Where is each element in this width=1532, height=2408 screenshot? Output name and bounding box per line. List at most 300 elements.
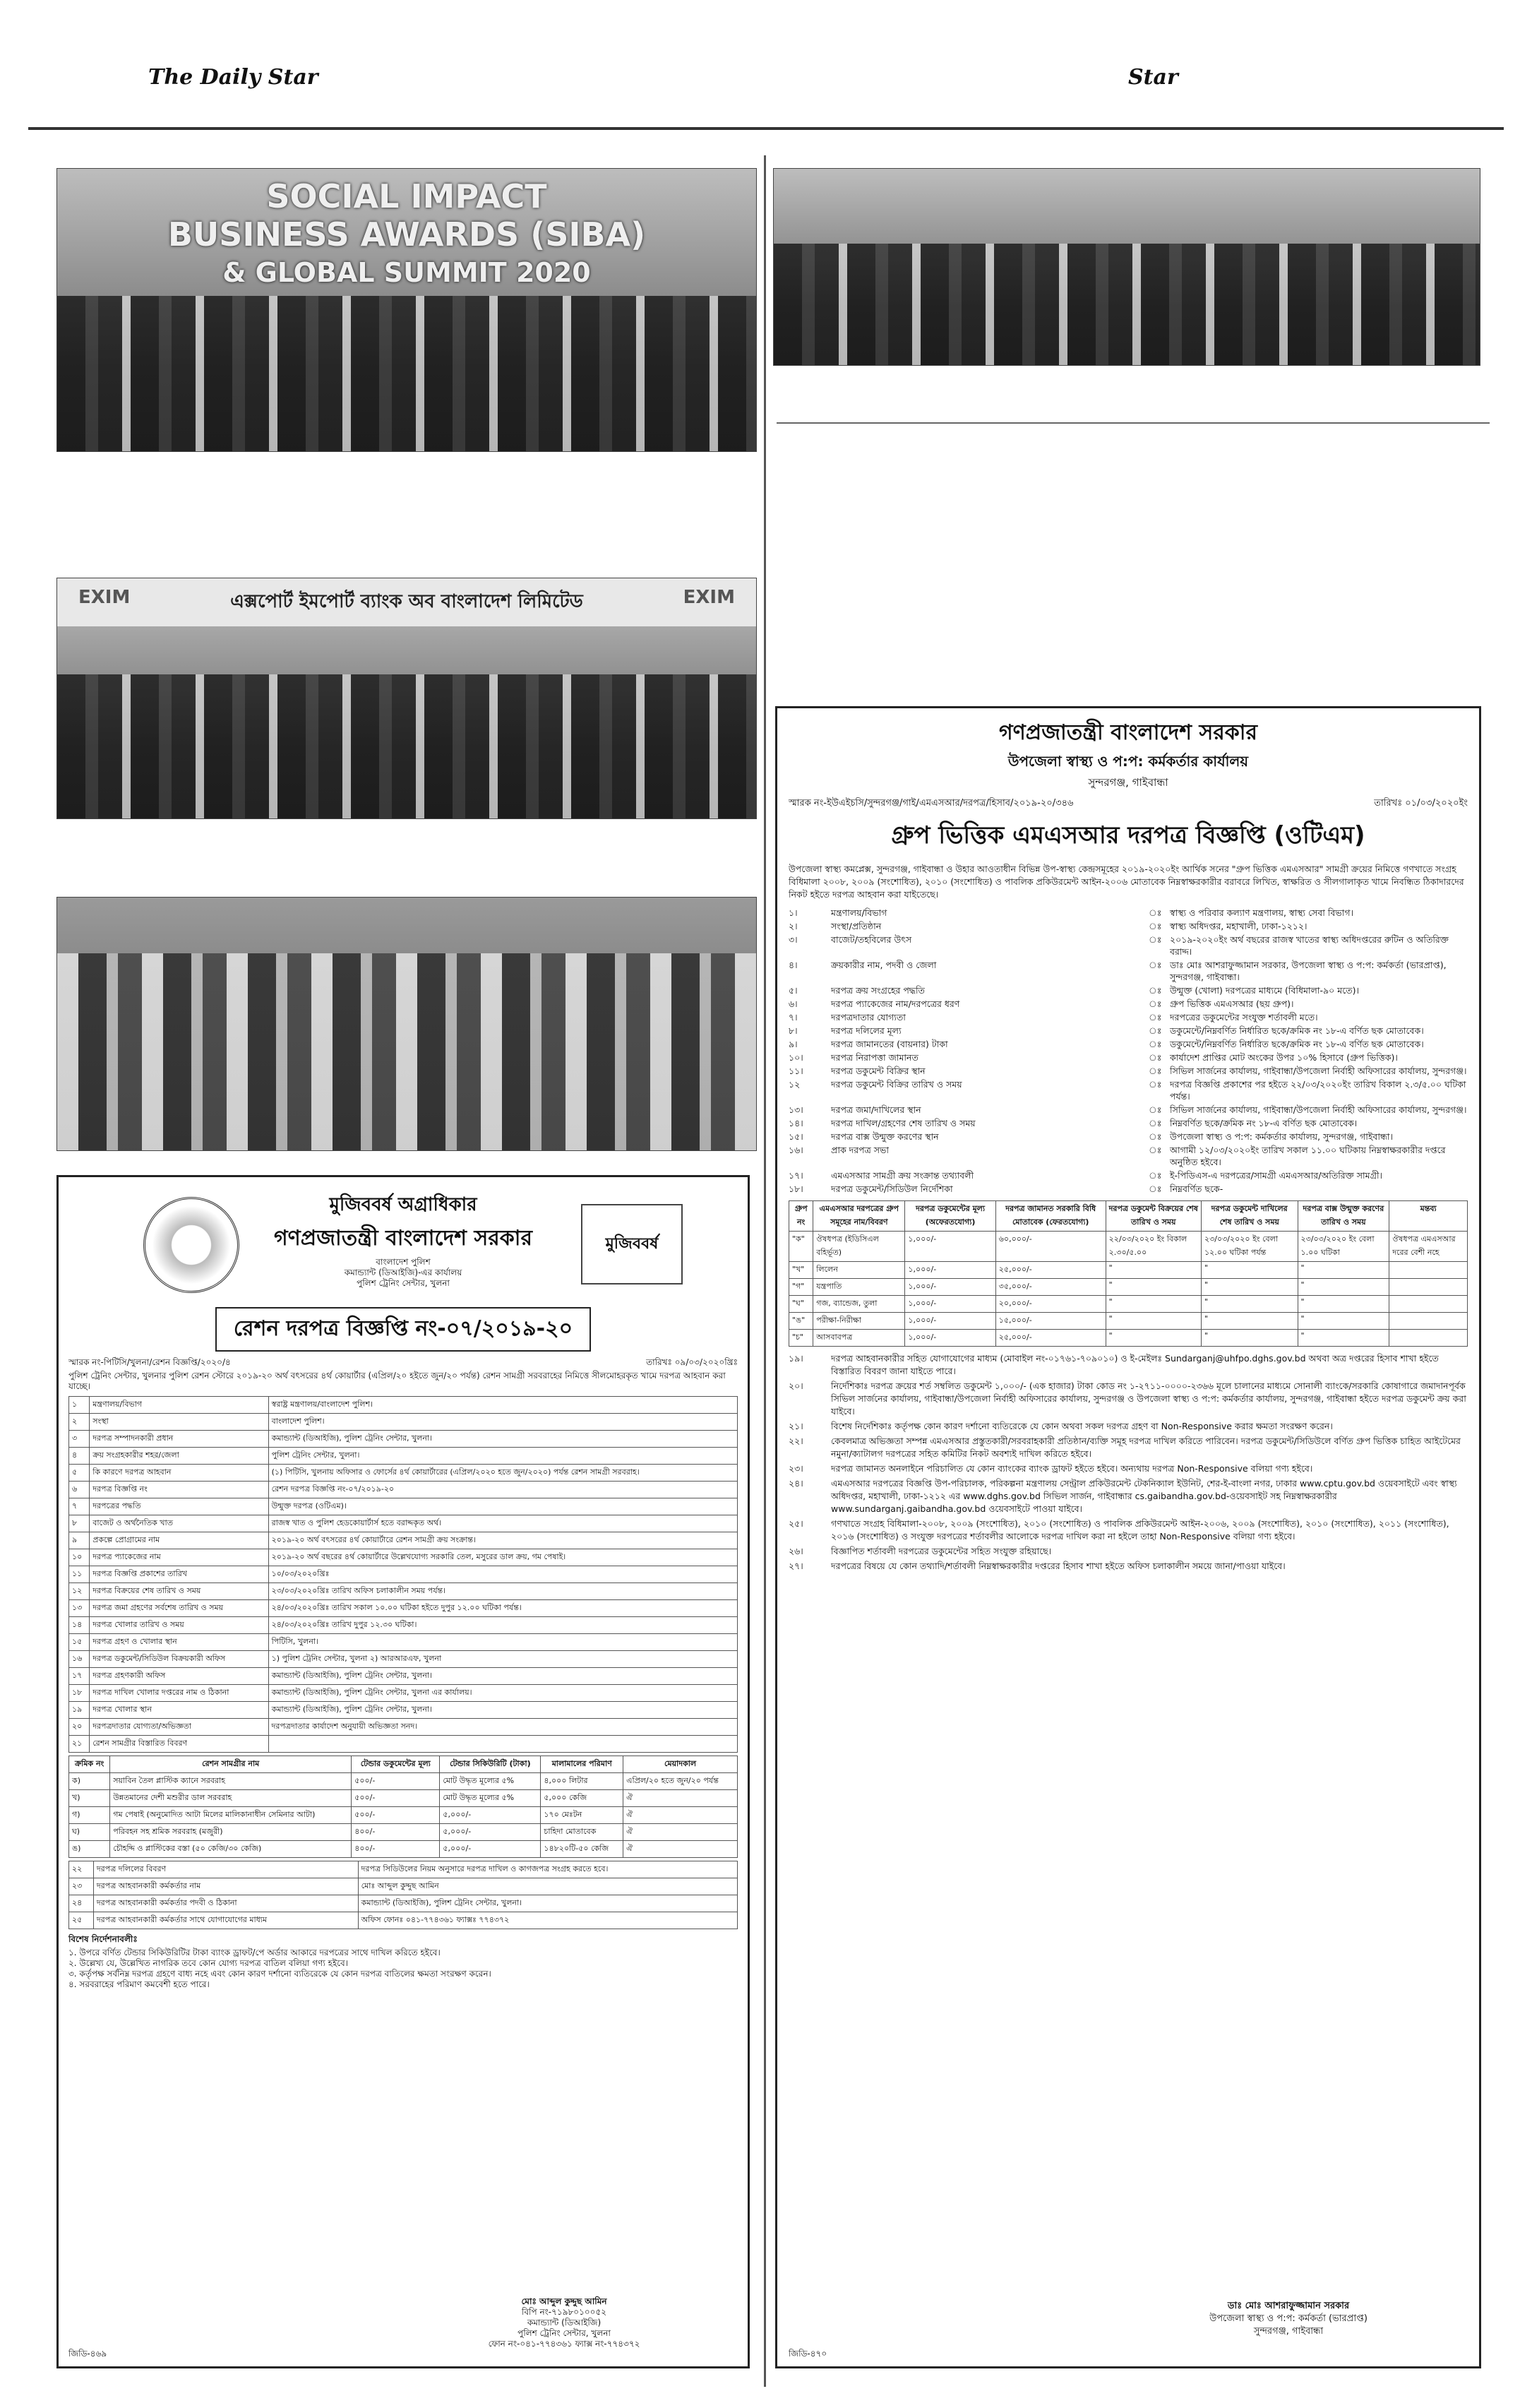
table-row — [69, 1600, 738, 1617]
list-item — [789, 1051, 1468, 1063]
exim-logo: EXIM — [683, 587, 735, 608]
table-cell: ১২ — [69, 1583, 90, 1600]
table-cell: ঐ — [623, 1841, 738, 1858]
table-cell: ২২/০৩/২০২০ ইং বিকাল ২.৩০/৫.০০ — [1106, 1232, 1201, 1262]
item-colon: ঃ — [1149, 934, 1162, 945]
item-label: এমএসআর সামগ্রী ক্রয় সংক্রান্ত তথ্যাবলী — [831, 1170, 974, 1181]
item-number: ১০। — [789, 1052, 803, 1063]
table-row — [69, 1634, 738, 1651]
item-number: ১৬। — [789, 1145, 803, 1155]
item-value: গ্রুপ ভিত্তিক এমএসআর (ছয় গ্রুপ)। — [1170, 999, 1294, 1009]
item-value: এমএসআর দরপত্রের বিজ্ঞপ্তি উপ-পরিচালক, পরিকল্পনা মন্ত্রণালয় সেন্ট্রাল প্রকিউরমেন্ট টেকনিক্যাল ইউনিট, শের-ই-বাংলা নগর, ঢাকার www.cptu.gov.bd ওয়েবসাইটে এবং স্বাস্থ্য অধিদপ্তর, মহাখালী, ঢাকা-১২১২ এর www.dghs.gov.bd সিভিল সার্জন, গাইবান্ধার cs.gaibandha.gov.bd-ওয়েবসাইট সহ নিম্নস্বাক্ষরকারীর www.sundarganj.gaibandha.gov.bd ওয়েবসাইটে পাওয়া যাইবে। — [831, 1478, 1457, 1514]
table-row — [69, 1448, 738, 1465]
item-number: ৭। — [789, 1012, 798, 1023]
item-label: প্রাক দরপত্র সভা — [831, 1145, 889, 1155]
health-heading3: সুন্দরগঞ্জ, গাইবান্ধা — [1088, 776, 1168, 789]
header-rule — [28, 127, 1504, 130]
list-item: ৪. সরবরাহের পরিমাণ কমবেশী হতে পারে। — [68, 1979, 210, 1989]
table-cell: " — [1201, 1313, 1298, 1330]
item-colon: ঃ — [1149, 1145, 1162, 1155]
table-cell: উন্নতমানের দেশী মশুরীর ডাল সরবরাহ — [110, 1790, 352, 1807]
police-details-table — [68, 1396, 738, 1753]
item-number: ২৬। — [789, 1546, 803, 1556]
item-colon: ঃ — [1149, 1170, 1162, 1181]
item-number: ১১। — [789, 1066, 803, 1076]
table-cell: ঘ) — [69, 1824, 110, 1841]
table-cell: ঐ — [623, 1790, 738, 1807]
group-photo — [774, 244, 1480, 365]
item-colon: ঃ — [1149, 999, 1162, 1009]
table-cell: কমান্ড্যান্ট (ডিআইজি), পুলিশ ট্রেনিং সেন্টার, খুলনা। — [268, 1702, 737, 1719]
table-cell: " — [1106, 1330, 1201, 1347]
table-cell — [1389, 1262, 1468, 1279]
table-cell: " — [1201, 1262, 1298, 1279]
table-cell: ১৯ — [69, 1702, 90, 1719]
item-value: দরপত্র বিজ্ঞপ্তি প্রকাশের পর হইতে ২২/০৩/২০২০ইং তারিখ বিকাল ২.৩/৫.০০ ঘটিকা পর্যন্ত। — [1170, 1079, 1466, 1102]
health-intro: উপজেলা স্বাস্থ্য কমপ্লেক্স, সুন্দরগঞ্জ, গাইবান্ধা ও উহার আওতাধীন বিভিন্ন উপ-স্বাস্থ্য কেন্দ্রসমূহের ২০১৯-২০২০ইং আর্থিক সনের "গ্রুপ ভিত্তিক এমএসআর" সামগ্রী ক্রয়ের নিমিত্তে গণখাতে সংগ্রহ বিধিমালা ২০০৮, ২০০৯ (সংশোধিত), ২০১০ (সংশোধিত) ও পাবলিক প্রকিউরমেন্ট আইন-২০০৬ মোতাবেক নিম্নস্বাক্ষরকারীর বরাবরে লিখিত, স্বাক্ষরিত ও সীলগালাকৃত খামে নিবন্ধিত ঠিকাদারদের নিকট হইতে দরপত্র আহবান করা যাইতেছে। — [789, 864, 1464, 900]
table-cell: ৪ — [69, 1448, 90, 1465]
table-cell: ২ — [69, 1414, 90, 1431]
police-sign-line4: ফোন নং-০৪১-৭৭৪৩৬১ ফ্যাক্স নং-৭৭৪৩৭২ — [488, 2339, 640, 2349]
item-label: দরপত্র ডকুমেন্ট বিক্রির তারিখ ও সময় — [831, 1079, 962, 1090]
table-cell: রেশন দরপত্র বিজ্ঞপ্তি নং-০৭/২০১৯-২০ — [268, 1482, 737, 1498]
item-value: গণখাতে সংগ্রহ বিধিমালা-২০০৮, ২০০৯ (সংশোধিত), ২০১০ (সংশোধিত) ও পাবলিক প্রকিউরমেন্ট আইন-২০০৬, ২০০৯ (সংশোধিত), ২০১০ (সংশোধিত), ২০১১ (সংশোধিত), ২০১৬ (সংশোধিত) ও সংযুক্ত দরপত্রের শর্তাবলীর আলোকে দরপত্র দাখিল করা না হইলে তাহা Non-Responsive বলিয়া গণ্য হইবে। — [831, 1518, 1449, 1542]
police-sign-line2: কমান্ড্যান্ট (ডিআইজি) — [527, 2318, 602, 2327]
table-cell: মন্ত্রণালয়/বিভাগ — [90, 1397, 268, 1414]
table-row — [789, 1330, 1468, 1347]
table-header-cell: টেন্ডার ডকুমেন্টের মূল্য — [352, 1756, 440, 1773]
table-cell: ৩৫,০০০/- — [995, 1279, 1106, 1296]
table-cell: ২২ — [69, 1861, 94, 1878]
item-value: নিম্নবর্ণিত ছকে/ক্রমিক নং ১৮-এ বর্ণিত ছক মোতাবেক। — [1170, 1118, 1358, 1128]
table-row — [69, 1824, 738, 1841]
table-row — [69, 1515, 738, 1532]
list-item — [789, 1065, 1468, 1077]
table-cell: সয়াবিন তৈল প্লাস্টিক ক্যানে সরবরাহ — [110, 1773, 352, 1790]
table-cell: দরপত্র খোলার তারিখ ও সময় — [90, 1617, 268, 1634]
list-item: ১. উপরে বর্ণিত টেন্ডার সিকিউরিটির টাকা ব্যাংক ড্রাফট/পে অর্ডার আকারে দরপত্রের সাথে দাখিল করিতে হইবে। — [68, 1948, 441, 1957]
table-row — [69, 1414, 738, 1431]
table-cell: ১৭০ মেঃটন — [541, 1807, 623, 1824]
table-cell: ঔষধপত্র এমএসআর দরের বেশী নহে — [1389, 1232, 1468, 1262]
table-cell: দরপত্র বিজ্ঞপ্তি প্রকাশের তারিখ — [90, 1566, 268, 1583]
item-number: ১৭। — [789, 1170, 803, 1181]
table-row — [69, 1895, 738, 1912]
police-sub1: বাংলাদেশ পুলিশ — [376, 1257, 431, 1267]
table-cell: ঐ — [623, 1824, 738, 1841]
police-emblem-icon — [143, 1197, 239, 1293]
mujib-year-logo: মুজিববর্ষ — [581, 1204, 683, 1285]
table-cell: " — [1106, 1279, 1201, 1296]
table-row — [69, 1583, 738, 1600]
table-row — [69, 1465, 738, 1482]
table-cell: " — [1298, 1296, 1389, 1313]
photo-agreement-signing — [773, 168, 1480, 366]
item-colon: ঃ — [1149, 1039, 1162, 1049]
table-cell: ২১ — [69, 1736, 90, 1753]
table-cell: ১৩ — [69, 1600, 90, 1617]
table-row — [789, 1279, 1468, 1296]
item-number: ৬। — [789, 999, 798, 1009]
table-cell: ৬০,০০০/- — [995, 1232, 1106, 1262]
item-number: ৩। — [789, 934, 798, 945]
item-number: ১৯। — [789, 1353, 803, 1364]
health-notes-list — [789, 1352, 1468, 1573]
table-row — [69, 1549, 738, 1566]
table-cell: ২৩/০৩/২০২০খ্রিঃ তারিখ অফিস চলাকালীন সময় পর্যন্ত। — [268, 1583, 737, 1600]
table-cell: " — [1201, 1279, 1298, 1296]
table-row — [69, 1482, 738, 1498]
table-cell: সংস্থা — [90, 1414, 268, 1431]
table-cell: অফিস ফোনঃ ০৪১-৭৭৪৩৬১ ফ্যাক্সঃ ৭৭৪৩৭২ — [358, 1912, 737, 1929]
table-cell: কমান্ড্যান্ট (ডিআইজি), পুলিশ ট্রেনিং সেন্টার, খুলনা। — [268, 1431, 737, 1448]
table-cell: রাজস্ব খাত ও পুলিশ হেডকোয়ার্টার্স হতে বরাদ্দকৃত অর্থ। — [268, 1515, 737, 1532]
health-title: গ্রুপ ভিত্তিক এমএসআর দরপত্র বিজ্ঞপ্তি (ওটিএম) — [891, 821, 1365, 850]
police-sign-line1: বিপি নং-৭১৯৮০১০০৫২ — [521, 2307, 607, 2317]
item-number: ২২। — [789, 1436, 803, 1446]
item-value: দরপত্রের বিষয়ে যে কোন তথ্যাদি/শর্তাবলী নিম্নস্বাক্ষরকারীর দপ্তরের হিসাব শাখা হইতে অফিস চলাকালীন সময়ে জানা/পাওয়া যাইবে। — [831, 1561, 1286, 1571]
table-cell: উন্মুক্ত দরপত্র (ওটিএম)। — [268, 1498, 737, 1515]
item-value: স্বাস্থ্য অধিদপ্তর, মহাখালী, ঢাকা-১২১২। — [1170, 921, 1307, 931]
table-cell: " — [1201, 1296, 1298, 1313]
list-item — [789, 1560, 1468, 1573]
table-header-cell: দরপত্র জামানত সরকারি বিধি মোতাবেক (ফেরতযোগ্য) — [995, 1201, 1106, 1232]
table-cell: ২৫ — [69, 1912, 94, 1929]
item-number: ২৩। — [789, 1463, 803, 1474]
list-item — [789, 1380, 1468, 1418]
police-memo: স্মারক নং-পিটিসি/খুলনা/রেশন বিজ্ঞপ্তি/২০২০/৪ — [68, 1357, 231, 1367]
table-cell: চাহিদা মোতাবেক — [541, 1824, 623, 1841]
list-item — [789, 1477, 1468, 1515]
group-photo — [57, 296, 756, 451]
table-row — [69, 1861, 738, 1878]
table-cell: ক) — [69, 1773, 110, 1790]
table-cell: দরপত্র খোলার স্থান — [90, 1702, 268, 1719]
item-value: নির্দেশিকাঃ দরপত্র ক্রয়ের শর্ত সম্বলিত ডকুমেন্ট ১,০০০/- (এক হাজার) টাকা কোড নং ১-২৭১১-০০০০-২৩৬৬ মূলে চালানের মাধ্যমে সোনালী ব্যাংকে/সরকারি কোষাগারে জমাদানপূর্বক সিভিল সার্জনের কার্যালয়, গাইবান্ধা/উপজেলা নির্বাহী অফিসারের কার্যালয়, সুন্দরগঞ্জ ও উপজেলা স্বাস্থ্য ও প:প: কর্মকর্তার কার্যালয়, সুন্দরগঞ্জ, গাইবান্ধা হইতে দরপত্র ডকুমেন্ট ক্রয় করা যাইবে। — [831, 1381, 1466, 1417]
item-label: দরপত্র ক্রয় সংগ্রহের পদ্ধতি — [831, 985, 925, 996]
table-row — [69, 1431, 738, 1448]
health-code: জিডি-৪৭০ — [789, 2349, 827, 2359]
table-row — [789, 1313, 1468, 1330]
item-value: সিভিল সার্জনের কার্যালয়, গাইবান্ধা/উপজেলা নির্বাহী অফিসারের কার্যালয়, সুন্দরগঞ্জ। — [1170, 1066, 1467, 1076]
table-cell: স্বরাষ্ট্র মন্ত্রণালয়/বাংলাদেশ পুলিশ। — [268, 1397, 737, 1414]
table-cell: ৫ — [69, 1465, 90, 1482]
table-cell: দরপত্র গ্রহণকারী অফিস — [90, 1668, 268, 1685]
table-cell: ৪০০/- — [352, 1841, 440, 1858]
item-number: ২১। — [789, 1421, 803, 1431]
table-cell: ঙ) — [69, 1841, 110, 1858]
item-number: ১৫। — [789, 1131, 803, 1142]
table-cell: ২৩ — [69, 1878, 94, 1895]
table-cell — [1389, 1296, 1468, 1313]
table-cell: গম পেষাই (অনুমোদিত আটা মিলের মালিকানাধীন সেমিনার আটা) — [110, 1807, 352, 1824]
table-cell: দরপত্র দলিলের বিবরণ — [93, 1861, 358, 1878]
table-cell: ১,০০০/- — [905, 1279, 995, 1296]
item-colon: ঃ — [1149, 1012, 1162, 1023]
table-cell — [1389, 1279, 1468, 1296]
table-cell: গজ, ব্যান্ডেজ, তুলা — [813, 1296, 905, 1313]
exim-logo: EXIM — [78, 587, 131, 608]
item-value: উন্মুক্ত (খোলা) দরপত্রের মাধ্যমে (বিধিমালা-৯০ মতে)। — [1170, 985, 1359, 996]
table-cell: মোঃ আব্দুল কুদ্দুছ আমিন — [358, 1878, 737, 1895]
table-cell: কমান্ড্যান্ট (ডিআইজি), পুলিশ ট্রেনিং সেন্টার, খুলনা এর কার্যালয়। — [268, 1685, 737, 1702]
table-cell: " — [1106, 1262, 1201, 1279]
item-label: দরপত্র প্যাকেজের নাম/দরপত্রের ধরণ — [831, 999, 960, 1009]
table-row — [69, 1719, 738, 1736]
item-label: দরপত্র জমা/দাখিলের স্থান — [831, 1104, 921, 1115]
table-cell: ২৪/০৩/২০২০খ্রিঃ তারিখ সকাল ১০.০০ ঘটিকা হইতে দুপুর ১২.০০ ঘটিকা পর্যন্ত। — [268, 1600, 737, 1617]
table-cell: ১৪ — [69, 1617, 90, 1634]
table-header-cell: দরপত্র ডকুমেন্ট বিক্রয়ের শেষ তারিখ ও সময় — [1106, 1201, 1201, 1232]
table-cell: পরিবহন সহ শ্রমিক সরবরাহ (মজুরী) — [110, 1824, 352, 1841]
table-cell: দরপত্রদাতার কার্যাদেশ অনুযায়ী অভিজ্ঞতা সনদ। — [268, 1719, 737, 1736]
table-cell: " — [1298, 1262, 1389, 1279]
item-colon: ঃ — [1149, 1066, 1162, 1076]
table-row — [69, 1685, 738, 1702]
table-header-cell: দরপত্র বাক্স উন্মুক্ত করণের তারিখ ও সময় — [1298, 1201, 1389, 1232]
item-value: আগামী ১২/০৩/২০২০ইং তারিখ সকাল ১১.০০ ঘটিকায় নিম্নস্বাক্ষরকারীর দপ্তরে অনুষ্ঠিত হইবে। — [1170, 1145, 1446, 1167]
table-cell: "ক" — [789, 1232, 813, 1262]
item-colon: ঃ — [1149, 1118, 1162, 1128]
police-code: জিডি-৪৬৯ — [68, 2349, 107, 2359]
table-header-cell: মালামালের পরিমাণ — [541, 1756, 623, 1773]
item-colon: ঃ — [1149, 985, 1162, 996]
photo-exim-bank — [56, 578, 757, 819]
item-colon: ঃ — [1149, 1052, 1162, 1063]
table-header-cell: এমএসআর দরপত্রের গ্রুপ সমূহের নাম/বিবরণ — [813, 1201, 905, 1232]
item-label: বাজেট/তহবিলের উৎস — [831, 934, 912, 945]
item-number: ১৮। — [789, 1184, 803, 1194]
list-item — [789, 1420, 1468, 1433]
siba-banner-line3: & GLOBAL SUMMIT 2020 — [222, 257, 591, 288]
police-title: রেশন দরপত্র বিজ্ঞপ্তি নং-০৭/২০১৯-২০ — [215, 1307, 591, 1352]
table-cell: "ঘ" — [789, 1296, 813, 1313]
siba-banner-line1: SOCIAL IMPACT — [266, 177, 547, 215]
table-cell: পরীক্ষা-নিরীক্ষা — [813, 1313, 905, 1330]
health-details-list — [789, 907, 1468, 1195]
health-groups-table — [789, 1200, 1468, 1347]
table-cell: ১৪৮২০টি-৫০ কেজি — [541, 1841, 623, 1858]
police-details-table-2 — [68, 1861, 738, 1929]
table-cell: " — [1298, 1313, 1389, 1330]
table-header-cell: মেয়াদকাল — [623, 1756, 738, 1773]
table-cell: দরপত্র গ্রহণ ও খোলার স্থান — [90, 1634, 268, 1651]
table-row — [69, 1617, 738, 1634]
item-label: দরপত্র নিরাপত্তা জামানত — [831, 1052, 918, 1063]
table-cell: ২০,০০০/- — [995, 1296, 1106, 1313]
list-item — [789, 1462, 1468, 1475]
item-value: ই-পিডিএস-এ দরপত্রের/সামগ্রী এমএসআর/অতিরিক্ত সামগ্রী। — [1170, 1170, 1383, 1181]
group-photo — [57, 674, 756, 818]
table-cell: ১) পুলিশ ট্রেনিং সেন্টার, খুলনা ২) আরআরএফ, খুলনা — [268, 1651, 737, 1668]
table-cell: ২০ — [69, 1719, 90, 1736]
item-value: সিভিল সার্জনের কার্যালয়, গাইবান্ধা/উপজেলা নির্বাহী অফিসারের কার্যালয়, সুন্দরগঞ্জ। — [1170, 1104, 1467, 1115]
table-cell: কি কারণে দরপত্র আহবান — [90, 1465, 268, 1482]
table-cell: " — [1106, 1313, 1201, 1330]
table-cell: "গ" — [789, 1279, 813, 1296]
table-row — [69, 1736, 738, 1753]
item-value: উপজেলা স্বাস্থ্য ও প:প: কর্মকর্তার কার্যালয়, সুন্দরগঞ্জ, গাইবান্ধা। — [1170, 1131, 1393, 1142]
table-cell: মোট উদ্ধৃত মূল্যের ৫% — [440, 1790, 541, 1807]
health-sign-line2: সুন্দরগঞ্জ, গাইবান্ধা — [1253, 2326, 1324, 2337]
police-sub3: পুলিশ ট্রেনিং সেন্টার, খুলনা — [357, 1278, 450, 1288]
list-item — [789, 984, 1468, 996]
health-sign-line1: উপজেলা স্বাস্থ্য ও প:প: কর্মকর্তা (ভারপ্রাপ্ত) — [1209, 2313, 1368, 2324]
table-cell: বাজেট ও অর্থনৈতিক খাত — [90, 1515, 268, 1532]
table-cell: ১৫,০০০/- — [995, 1313, 1106, 1330]
list-item — [789, 1352, 1468, 1378]
item-number: ৫। — [789, 985, 798, 996]
table-cell: ক্রয় সংগ্রহকারীর শহর/জেলা — [90, 1448, 268, 1465]
table-cell: যন্ত্রপাতি — [813, 1279, 905, 1296]
table-cell: ২৪/০৩/২০২০খ্রিঃ তারিখ দুপুর ১২.৩০ ঘটিকা। — [268, 1617, 737, 1634]
table-cell: ১,০০০/- — [905, 1296, 995, 1313]
table-cell: দরপত্রের পদ্ধতি — [90, 1498, 268, 1515]
health-memo: স্মারক নং-ইউএইচসি/সুন্দরগঞ্জ/গাই/এমএসআর/দরপত্র/হিসাব/২০১৯-২০/৩৪৬ — [789, 798, 1074, 809]
police-heading2: গণপ্রজাতন্ত্রী বাংলাদেশ সরকার — [274, 1226, 532, 1251]
table-cell: প্রকল্পে প্রোগ্রামের নাম — [90, 1532, 268, 1549]
siba-banner-line2: BUSINESS AWARDS (SIBA) — [167, 215, 646, 254]
right-column-rule — [777, 422, 1490, 424]
table-cell: ২৩/০৩/২০২০ ইং বেলা ১.০০ ঘটিকা — [1298, 1232, 1389, 1262]
item-label: সংস্থা/প্রতিষ্ঠান — [831, 921, 882, 931]
table-cell: দরপত্র জমা গ্রহণের সর্বশেষ তারিখ ও সময় — [90, 1600, 268, 1617]
list-item — [789, 1117, 1468, 1129]
table-cell: দরপত্র ডকুমেন্ট/সিডিউল বিক্রয়কারী অফিস — [90, 1651, 268, 1668]
list-item — [789, 1104, 1468, 1116]
item-label: দরপত্রদাতার যোগ্যতা — [831, 1012, 906, 1023]
police-sub2: কমান্ড্যান্ট (ডিআইজি)-এর কার্যালয় — [344, 1268, 462, 1277]
item-value: বিজ্ঞাপিত শর্তাবলী দরপত্রের ডকুমেন্টের সহিত সংযুক্ত রহিয়াছে। — [831, 1546, 1052, 1556]
police-special-heading: বিশেষ নির্দেশনাবলীঃ — [68, 1934, 138, 1944]
item-number: ১৪। — [789, 1118, 803, 1128]
list-item — [789, 959, 1468, 983]
item-value: দরপত্র জামানত অনলাইনে পরিচালিত যে কোন ব্যাংকের ব্যাংক ড্রাফট হইতে হইবে। অন্যথায় দরপত্র Non-Responsive বলিয়া গণ্য হইবে। — [831, 1463, 1313, 1474]
police-intro: পুলিশ ট্রেনিং সেন্টার, খুলনার পুলিশ রেশন স্টোরে ২০১৯-২০ অর্থ বৎসরের ৪র্থ কোয়ার্টার (এপ্রিল/২০ হইতে জুন/২০ পর্যন্ত) রেশন সামগ্রী সরবরাহের নিমিত্তে সীলমোহরকৃত খামে দরপত্র আহবান করা যাচ্ছে। — [68, 1371, 726, 1391]
health-heading2: উপজেলা স্বাস্থ্য ও প:প: কর্মকর্তার কার্যালয় — [1007, 753, 1249, 770]
table-row — [69, 1807, 738, 1824]
item-colon: ঃ — [1149, 921, 1162, 931]
health-date: তারিখঃ ০১/০৩/২০২০ইং — [1374, 798, 1468, 809]
table-cell: কমান্ড্যান্ট (ডিআইজি), পুলিশ ট্রেনিং সেন্টার, খুলনা। — [358, 1895, 737, 1912]
police-sign-name: মোঃ আব্দুল কুদ্দুছ আমিন — [521, 2296, 607, 2306]
item-number: ১। — [789, 907, 798, 918]
table-cell: ৪০০/- — [352, 1824, 440, 1841]
table-cell: ১৬ — [69, 1651, 90, 1668]
list-item — [789, 1144, 1468, 1168]
list-item — [789, 1131, 1468, 1143]
item-label: দরপত্র জামানতের (বায়নার) টাকা — [831, 1039, 948, 1049]
item-value: কার্যাদেশ প্রাপ্তির মোট অংকের উপর ১০% হিসাবে (গ্রুপ ভিত্তিক)। — [1170, 1052, 1398, 1063]
item-value: ডাঃ মোঃ আশরাফুজ্জামান সরকার, উপজেলা স্বাস্থ্য ও প:প: কর্মকর্তা (ভারপ্রাপ্ত), সুন্দরগঞ্জ, গাইবান্ধা। — [1170, 960, 1447, 982]
table-cell: রেশন সামগ্রীর বিস্তারিত বিবরণ — [90, 1736, 268, 1753]
table-row — [69, 1790, 738, 1807]
table-cell: লিলেন — [813, 1262, 905, 1279]
table-cell: দরপত্র দাখিল খোলার দপ্তরের নাম ও ঠিকানা — [90, 1685, 268, 1702]
item-value: দরপত্রের ডকুমেন্টের সংযুক্ত শর্তাবলী মতে। — [1170, 1012, 1318, 1023]
table-row — [69, 1532, 738, 1549]
table-cell: দরপত্র আহবানকারী কর্মকর্তার পদবী ও ঠিকানা — [93, 1895, 358, 1912]
item-label: দরপত্র ডকুমেন্ট/সিডিউল নির্দেশিকা — [831, 1184, 953, 1194]
item-number: ২৫। — [789, 1518, 803, 1529]
table-cell: দরপত্র সিডিউলের নিয়ম অনুসারে দরপত্র দাখিল ও কাগজপত্র সংগ্রহ করতে হবে। — [358, 1861, 737, 1878]
table-cell: দরপত্র সম্পাদনকারী প্রধান — [90, 1431, 268, 1448]
exim-banner: এক্সপোর্ট ইমপোর্ট ব্যাংক অব বাংলাদেশ লিমিটেড — [230, 591, 583, 612]
table-cell: বাংলাদেশ পুলিশ। — [268, 1414, 737, 1431]
table-cell — [1389, 1330, 1468, 1347]
group-photo — [57, 953, 756, 1150]
item-colon: ঃ — [1149, 1079, 1162, 1090]
item-value: ২০১৯-২০২০ইং অর্থ বছরের রাজস্ব খাতের স্বাস্থ্য অধিদপ্তরের রুটিন ও অতিরিক্ত বরাদ্দ। — [1170, 934, 1449, 957]
table-cell: ১,০০০/- — [905, 1262, 995, 1279]
health-heading1: গণপ্রজাতন্ত্রী বাংলাদেশ সরকার — [999, 720, 1257, 745]
table-cell: ২৪ — [69, 1895, 94, 1912]
masthead-logo-left: The Daily Star — [148, 65, 318, 90]
list-item — [789, 998, 1468, 1010]
police-tender-ad — [56, 1175, 750, 2368]
list-item — [789, 1545, 1468, 1558]
table-cell: দরপত্র প্যাকেজের নাম — [90, 1549, 268, 1566]
table-cell: ২৩/০৩/২০২০ ইং বেলা ১২.০০ ঘটিকা পর্যন্ত — [1201, 1232, 1298, 1262]
table-header-row — [789, 1201, 1468, 1232]
item-number: ৮। — [789, 1025, 798, 1036]
table-cell: " — [1298, 1330, 1389, 1347]
table-cell: " — [1201, 1330, 1298, 1347]
table-cell: ২৫,০০০/- — [995, 1262, 1106, 1279]
table-header-cell: টেন্ডার সিকিউরিটি (টাকা) — [440, 1756, 541, 1773]
list-item — [789, 907, 1468, 919]
item-label: ক্রয়কারীর নাম, পদবী ও জেলা — [831, 960, 937, 970]
table-cell: ১৭ — [69, 1668, 90, 1685]
item-number: ১৩। — [789, 1104, 803, 1115]
table-header-cell: মন্তব্য — [1389, 1201, 1468, 1232]
item-value: দরপত্র আহবানকারীর সহিত যোগাযোগের মাধ্যম (মোবাইল নং-০১৭৬১-৭০৯০১০) ও ই-মেইলঃ Sundarganj@uhfpo.dghs.gov.bd অথবা অত্র দপ্তরের হিসাব শাখা হইতে বিস্তারিত বিবরণ জানা যাইতে পারে। — [831, 1353, 1439, 1376]
table-cell: "ঙ" — [789, 1313, 813, 1330]
table-cell: ২০১৯-২০ অর্থ বৎসরের ৪র্থ কোয়ার্টারে রেশন সামগ্রী ক্রয় সংক্রান্ত। — [268, 1532, 737, 1549]
table-header-cell: ক্রমিক নং — [69, 1756, 110, 1773]
table-cell: গ) — [69, 1807, 110, 1824]
table-row — [69, 1841, 738, 1858]
table-cell: ২০১৯-২০ অর্থ বছরের ৪র্থ কোয়ার্টারে উল্লেখযোগ্য সরকারি তেল, মসুরের ডাল ক্রয়, গম পেষাই। — [268, 1549, 737, 1566]
item-number: ২৭। — [789, 1561, 803, 1571]
health-sign-name: ডাঃ মোঃ আশরাফুজ্জামান সরকার — [1227, 2301, 1350, 2311]
table-cell: ১৫ — [69, 1634, 90, 1651]
table-cell: ৩ — [69, 1431, 90, 1448]
table-cell: পুলিশ ট্রেনিং সেন্টার, খুলনা। — [268, 1448, 737, 1465]
item-label: দরপত্র ডকুমেন্ট বিক্রির স্থান — [831, 1066, 926, 1076]
table-cell: ১,০০০/- — [905, 1313, 995, 1330]
item-colon: ঃ — [1149, 1104, 1162, 1115]
table-cell: ৫,০০০ কেজি — [541, 1790, 623, 1807]
table-cell: দরপত্রদাতার যোগ্যতা/অভিজ্ঞতা — [90, 1719, 268, 1736]
table-cell: ১০ — [69, 1549, 90, 1566]
table-row — [789, 1262, 1468, 1279]
table-cell — [268, 1736, 737, 1753]
photo-group-women — [56, 897, 757, 1151]
table-cell: দরপত্র বিজ্ঞপ্তি নং — [90, 1482, 268, 1498]
table-cell: দরপত্র আহবানকারী কর্মকর্তার নাম — [93, 1878, 358, 1895]
table-cell: ৪,০০০ লিটার — [541, 1773, 623, 1790]
list-item — [789, 1435, 1468, 1460]
table-header-cell: দরপত্র ডকুমেন্টের মূল্য (অফেরতযোগ্য) — [905, 1201, 995, 1232]
item-colon: ঃ — [1149, 1184, 1162, 1194]
table-cell: ২৫,০০০/- — [995, 1330, 1106, 1347]
table-cell: এপ্রিল/২০ হতে জুন/২০ পর্যন্ত — [623, 1773, 738, 1790]
item-colon: ঃ — [1149, 907, 1162, 918]
table-row — [69, 1773, 738, 1790]
table-row — [69, 1498, 738, 1515]
table-cell: কমান্ড্যান্ট (ডিআইজি), পুলিশ ট্রেনিং সেন্টার, খুলনা। — [268, 1668, 737, 1685]
